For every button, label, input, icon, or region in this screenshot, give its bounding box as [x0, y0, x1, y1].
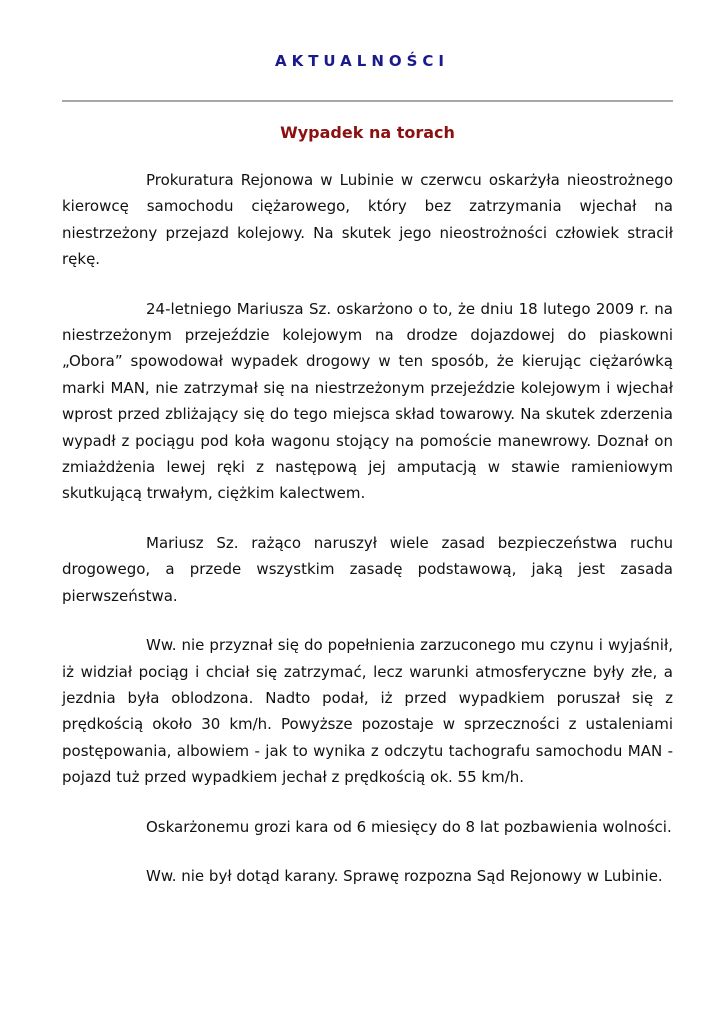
paragraph-1: Prokuratura Rejonowa w Lubinie w czerwcu oskarżyła nieostrożnego kierowcę samochodu ciężarowego, który bez zatrzymania wjechał na niestrzeżony przejazd kolejowy. Na skutek jego nieostrożności człowiek stracił rękę.	[62, 171, 673, 269]
article-title: Wypadek na torach	[280, 123, 455, 142]
horizontal-divider	[62, 100, 673, 102]
section-header: AKTUALNOŚCI	[274, 52, 450, 70]
paragraph-5: Oskarżonemu grozi kara od 6 miesięcy do 8 lat pozbawienia wolności.	[146, 817, 672, 836]
article-body	[62, 167, 673, 912]
paragraph-6: Ww. nie był dotąd karany. Sprawę rozpozna Sąd Rejonowy w Lubinie.	[146, 866, 663, 885]
paragraph-2: 24-letniego Mariusza Sz. oskarżono o to, że dniu 18 lutego 2009 r. na niestrzeżonym przejeździe kolejowym na drodze dojazdowej do piaskowni „Obora” spowodował wypadek drogowy w ten sposób, że kierując ciężarówką marki MAN, nie zatrzymał się na niestrzeżonym przejeździe kolejowym i wjechał wprost przed zbliżający się do tego miejsca skład towarowy. Na skutek zderzenia wypadł z pociągu pod koła wagonu stojący na pomoście manewrowy. Doznał on zmiażdżenia lewej ręki z następową jej amputacją w stawie ramieniowym skutkującą trwałym, ciężkim kalectwem.	[62, 299, 673, 503]
paragraph-3: Mariusz Sz. rażąco naruszył wiele zasad bezpieczeństwa ruchu drogowego, a przede wszystkim zasadę podstawową, jaką jest zasada pierwszeństwa.	[62, 533, 673, 605]
paragraph-4: Ww. nie przyznał się do popełnienia zarzuconego mu czynu i wyjaśnił, iż widział pociąg i chciał się zatrzymać, lecz warunki atmosferyczne były złe, a jezdnia była oblodzona. Nadto podał, iż przed wypadkiem poruszał się z prędkością około 30 km/h. Powyższe pozostaje w sprzeczności z ustaleniami postępowania, albowiem - jak to wynika z odczytu tachografu samochodu MAN - pojazd tuż przed wypadkiem jechał z prędkością ok. 55 km/h.	[62, 636, 673, 787]
